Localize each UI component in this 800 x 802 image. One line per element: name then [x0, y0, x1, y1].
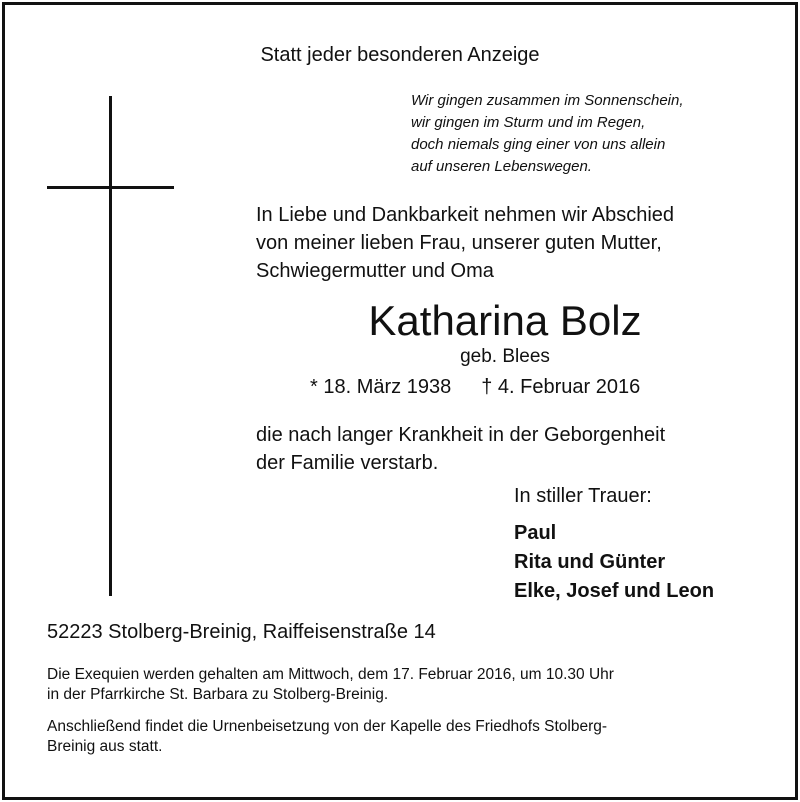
poem-line: Wir gingen zusammen im Sonnenschein, — [411, 92, 684, 109]
burial-line: Anschließend findet die Urnenbeisetzung von der Kapelle des Friedhofs Stolberg- — [47, 718, 608, 735]
maiden-name: geb. Blees — [460, 346, 550, 367]
cross-vertical-bar — [109, 96, 112, 596]
burial-line: Breinig aus statt. — [47, 738, 163, 755]
intro-text — [256, 201, 754, 285]
passing-line: der Familie verstarb. — [256, 452, 439, 474]
cross-horizontal-bar — [47, 186, 174, 189]
passing-line: die nach langer Krankheit in der Geborgenheit — [256, 424, 666, 446]
address: 52223 Stolberg-Breinig, Raiffeisenstraße 14 — [47, 621, 436, 643]
intro-line: Schwiegermutter und Oma — [256, 260, 494, 282]
mourner-name: Elke, Josef und Leon — [514, 580, 715, 602]
service-line: in der Pfarrkirche St. Barbara zu Stolberg-Breinig. — [47, 686, 389, 703]
notice-header: Statt jeder besonderen Anzeige — [260, 44, 540, 66]
poem-line: auf unseren Lebenswegen. — [411, 158, 592, 175]
birth-date: * 18. März 1938 — [310, 376, 452, 398]
mourners-list — [514, 519, 714, 606]
poem-line: doch niemals ging einer von uns allein — [411, 136, 666, 153]
poem-line: wir gingen im Sturm und im Regen, — [411, 114, 646, 131]
life-dates — [310, 376, 640, 399]
mourner-name: Paul — [514, 522, 557, 544]
service-line: Die Exequien werden gehalten am Mittwoch, dem 17. Februar 2016, um 10.30 Uhr — [47, 666, 614, 683]
intro-line: von meiner lieben Frau, unserer guten Mutter, — [256, 232, 662, 254]
mourning-label: In stiller Trauer: — [514, 485, 652, 507]
death-date: † 4. Februar 2016 — [481, 376, 641, 398]
poem — [411, 90, 684, 178]
mourner-name: Rita und Günter — [514, 551, 666, 573]
intro-line: In Liebe und Dankbarkeit nehmen wir Abschied — [256, 204, 675, 226]
burial-info — [47, 717, 607, 757]
deceased-name: Katharina Bolz — [368, 297, 642, 344]
passing-text — [256, 421, 665, 477]
service-info — [47, 665, 614, 705]
